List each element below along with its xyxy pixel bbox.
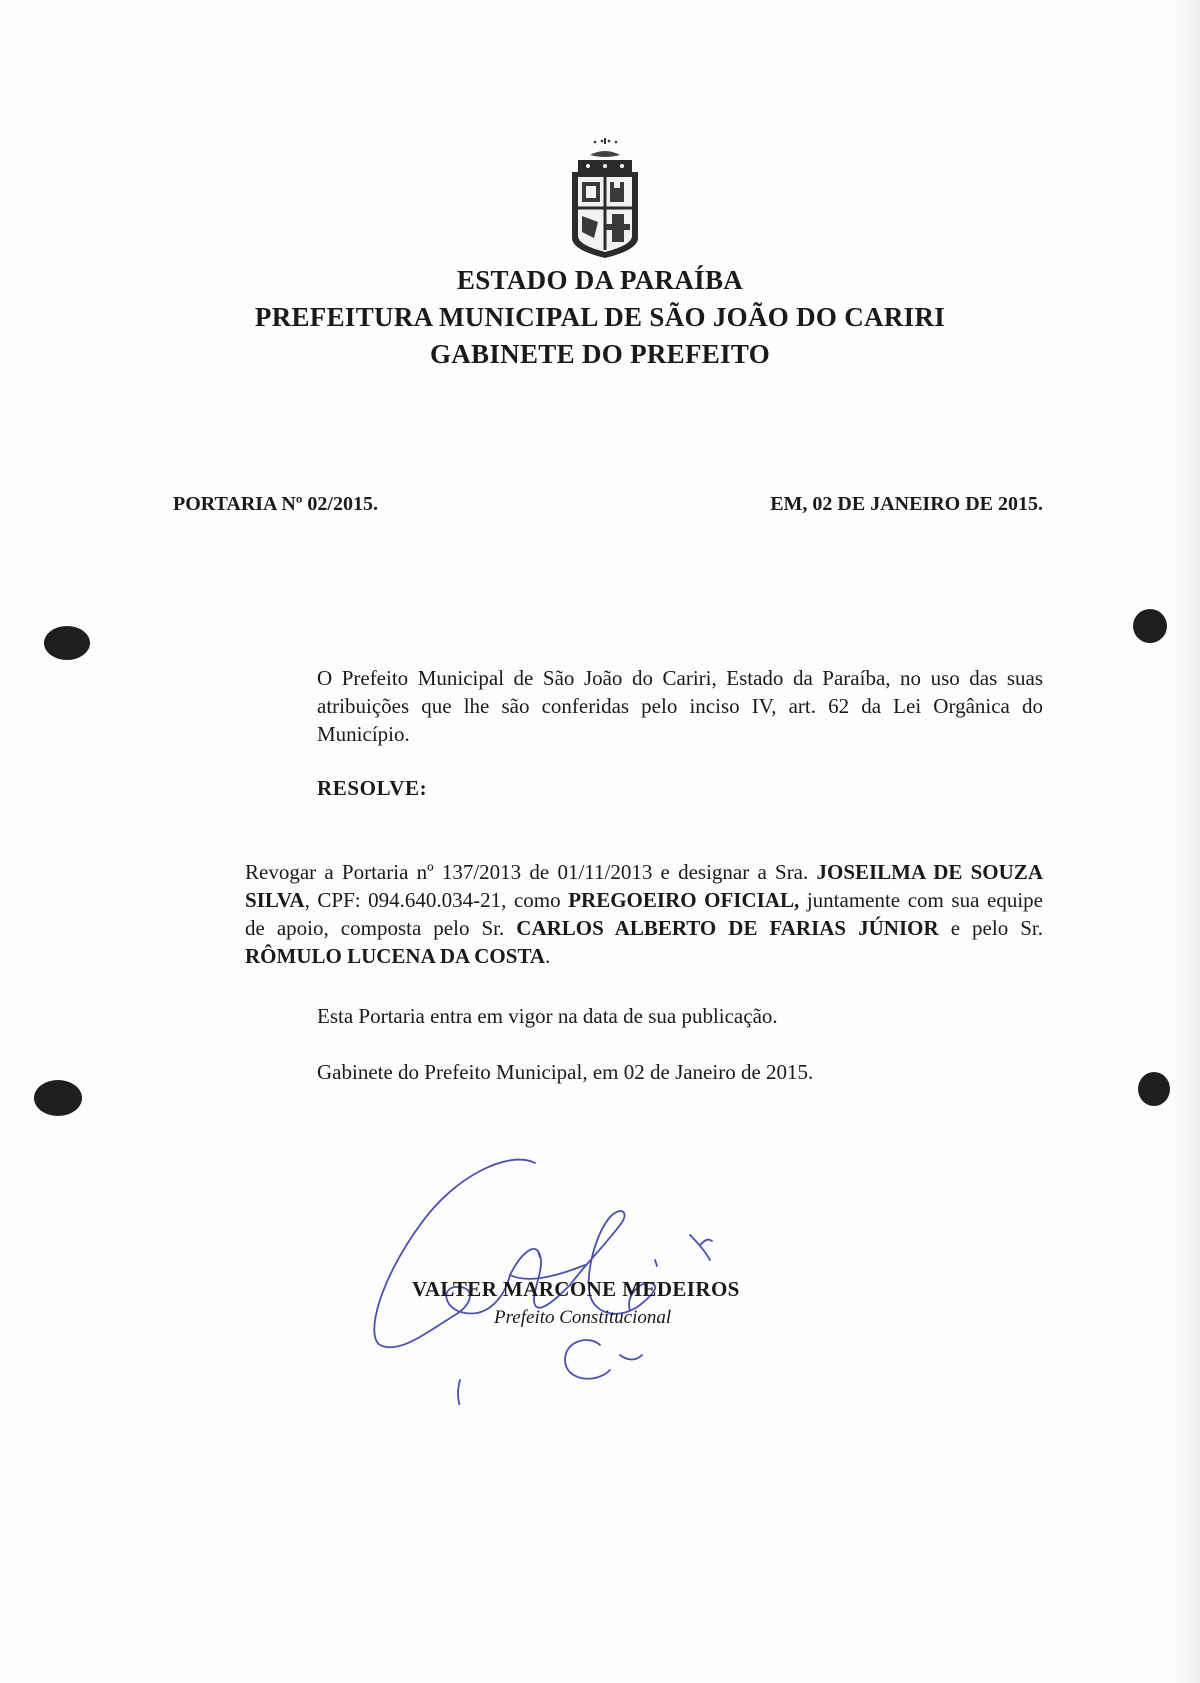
support-member-1: CARLOS ALBERTO DE FARIAS JÚNIOR — [516, 916, 939, 940]
portaria-number: PORTARIA Nº 02/2015. — [173, 493, 378, 515]
header-state: ESTADO DA PARAÍBA — [456, 265, 744, 295]
article-text-4: e pelo Sr. — [938, 916, 1043, 940]
municipal-coat-of-arms-icon — [560, 138, 650, 266]
punch-hole-right-top — [1133, 609, 1167, 643]
header-office: GABINETE DO PREFEITO — [429, 339, 771, 369]
document-header — [0, 262, 1200, 373]
intro-text: O Prefeito Municipal de São João do Cariri, Estado da Paraíba, no uso das suas atribuições que lhe são conferidas pelo inciso IV, art. 62 da Lei Orgânica do Município. — [317, 666, 1043, 746]
support-member-2: RÔMULO LUCENA DA COSTA — [245, 944, 546, 968]
portaria-heading-row — [173, 493, 1043, 516]
designee-name: JOSEILMA DE SOUZA SILVA — [245, 860, 1043, 912]
closing-paragraph: Gabinete do Prefeito Municipal, em 02 de Janeiro de 2015. — [317, 1060, 814, 1084]
handwritten-signature — [360, 1145, 760, 1405]
resolve-heading: RESOLVE: — [317, 776, 428, 800]
punch-hole-left-bottom — [34, 1080, 82, 1116]
article-text-3: juntamente com sua equipe de apoio, composta pelo Sr. — [245, 888, 1043, 940]
article-text-2: , CPF: 094.640.034-21, como — [304, 888, 569, 912]
punch-hole-right-bottom — [1138, 1072, 1170, 1106]
signatory-title: Prefeito Constitucional — [494, 1307, 672, 1328]
vigor-paragraph: Esta Portaria entra em vigor na data de sua publicação. — [317, 1004, 778, 1028]
article-text-5: . — [545, 944, 551, 968]
designee-role: PREGOEIRO OFICIAL, — [568, 888, 800, 912]
portaria-date: EM, 02 DE JANEIRO DE 2015. — [770, 493, 1043, 515]
header-municipality: PREFEITURA MUNICIPAL DE SÃO JOÃO DO CARIRI — [254, 302, 946, 332]
article-text-1: Revogar a Portaria nº 137/2013 de 01/11/2013 e designar a Sra. — [245, 860, 817, 884]
intro-paragraph — [173, 664, 1043, 748]
signatory-name: VALTER MARCONE MEDEIROS — [412, 1277, 740, 1301]
article-paragraph — [173, 858, 1043, 970]
punch-hole-left-top — [44, 626, 90, 660]
scan-edge-shadow — [1172, 0, 1200, 1683]
